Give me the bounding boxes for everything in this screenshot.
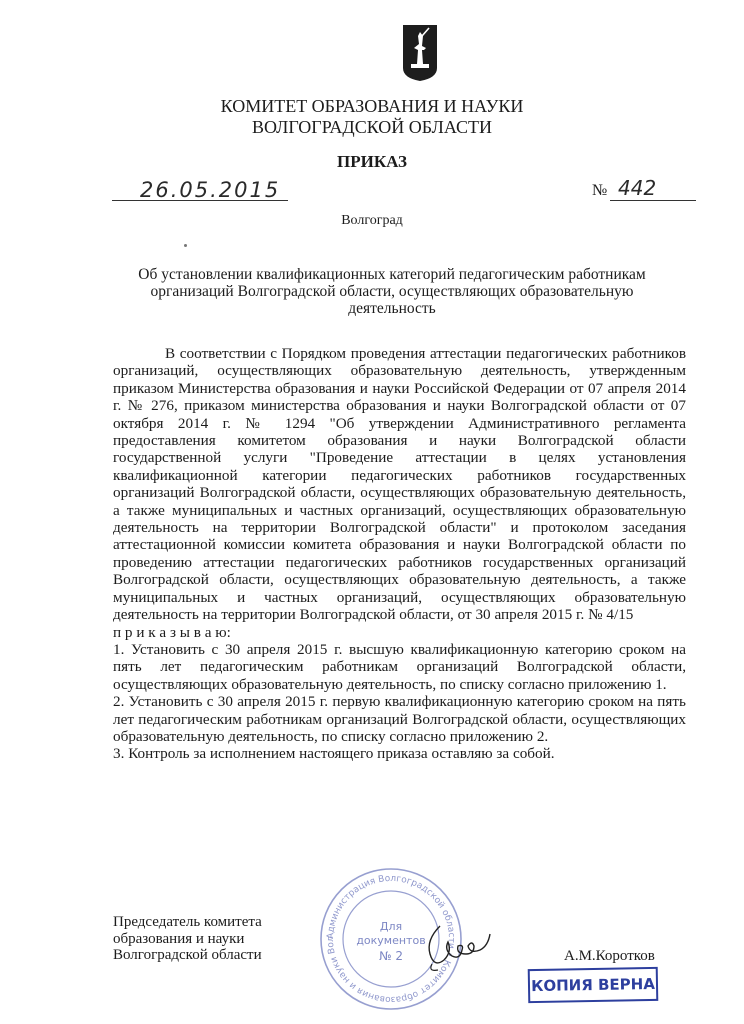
- order-item-3: 3. Контроль за исполнением настоящего приказа оставляю за собой.: [113, 745, 555, 763]
- order-body: [113, 345, 686, 763]
- date-underline: [112, 200, 288, 201]
- org-line-1: КОМИТЕТ ОБРАЗОВАНИЯ И НАУКИ: [220, 96, 524, 116]
- position-line-1: Председатель комитета: [113, 914, 262, 930]
- preamble-paragraph: В соответствии с Порядком проведения аттестации педагогических работников организаций, осуществляющих образовательную деятельность, утвержденным приказом Министерства образования и науки Российской Федерации от 07 апреля 2014 г. № 276, приказом министерства образования и науки Волгоградской области от 07 октября 2014 г. № 1294 "Об утверждении Административного регламента предоставления комитетом образования и науки Волгоградской области государственной услуги "Проведение аттестации в целях установления квалификационной категории педагогических работников государственных организаций Волгоградской области, осуществляющих образовательную деятельность, а также муниципальных и частных организаций, осуществляющих образовательную деятельность на территории Волгоградской области" и протоколом заседания аттестационной комиссии комитета образования и науки Волгоградской области по проведению аттестации педагогических работников государственных организаций Волгоградской области, осуществляющих образовательную деятельность, а также муниципальных и частных организаций, осуществляющих образовательную деятельность на территории Волгоградской области, от 30 апреля 2015 г. № 4/15: [113, 345, 686, 624]
- scan-speck: [184, 244, 187, 247]
- order-item-1: 1. Установить с 30 апреля 2015 г. высшую квалификационную категорию сроком на пять лет педагогическим работникам организаций Волгоградской области, осуществляющих образовательную деятельность, по списку согласно приложению 1.: [113, 640, 686, 693]
- copy-verified-stamp: КОПИЯ ВЕРНА: [528, 967, 659, 1003]
- subject-line-1: Об установлении квалификационных категорий педагогическим работникам: [138, 266, 646, 283]
- position-line-3: Волгоградской области: [113, 947, 262, 963]
- subject-line-2: организаций Волгоградской области, осуществляющих образовательную: [150, 283, 634, 300]
- signatory-name: А.М.Коротков: [564, 948, 655, 964]
- handwritten-signature: [418, 920, 496, 976]
- position-line-2: образования и науки: [113, 930, 245, 947]
- number-underline: [610, 200, 696, 201]
- order-item-2: 2. Установить с 30 апреля 2015 г. первую квалификационную категорию сроком на пять лет педагогическим работникам организаций Волгоградской области, осуществляющих образовательную деятельность, по списку согласно приложению 2.: [113, 693, 686, 745]
- number-label: №: [592, 182, 608, 199]
- organization-name: [0, 96, 744, 138]
- seal-center-line-2: документов: [356, 934, 426, 947]
- city: Волгоград: [341, 213, 403, 228]
- order-subject: [100, 266, 684, 317]
- order-word: п р и к а з ы в а ю:: [113, 623, 231, 641]
- handwritten-date: 26.05.2015: [140, 178, 281, 202]
- org-line-2: ВОЛГОГРАДСКОЙ ОБЛАСТИ: [252, 117, 492, 137]
- seal-center-line-3: № 2: [379, 949, 403, 963]
- coat-of-arms-icon: [402, 24, 438, 82]
- handwritten-number: 442: [618, 176, 657, 200]
- subject-line-3: деятельность: [348, 300, 436, 317]
- seal-center-line-1: Для: [379, 920, 403, 933]
- document-type: ПРИКАЗ: [337, 152, 407, 171]
- signatory-position: [113, 914, 262, 964]
- seal-outer-text: Администрация Волгоградской области • Комитет образования и науки Вол: [325, 873, 457, 1005]
